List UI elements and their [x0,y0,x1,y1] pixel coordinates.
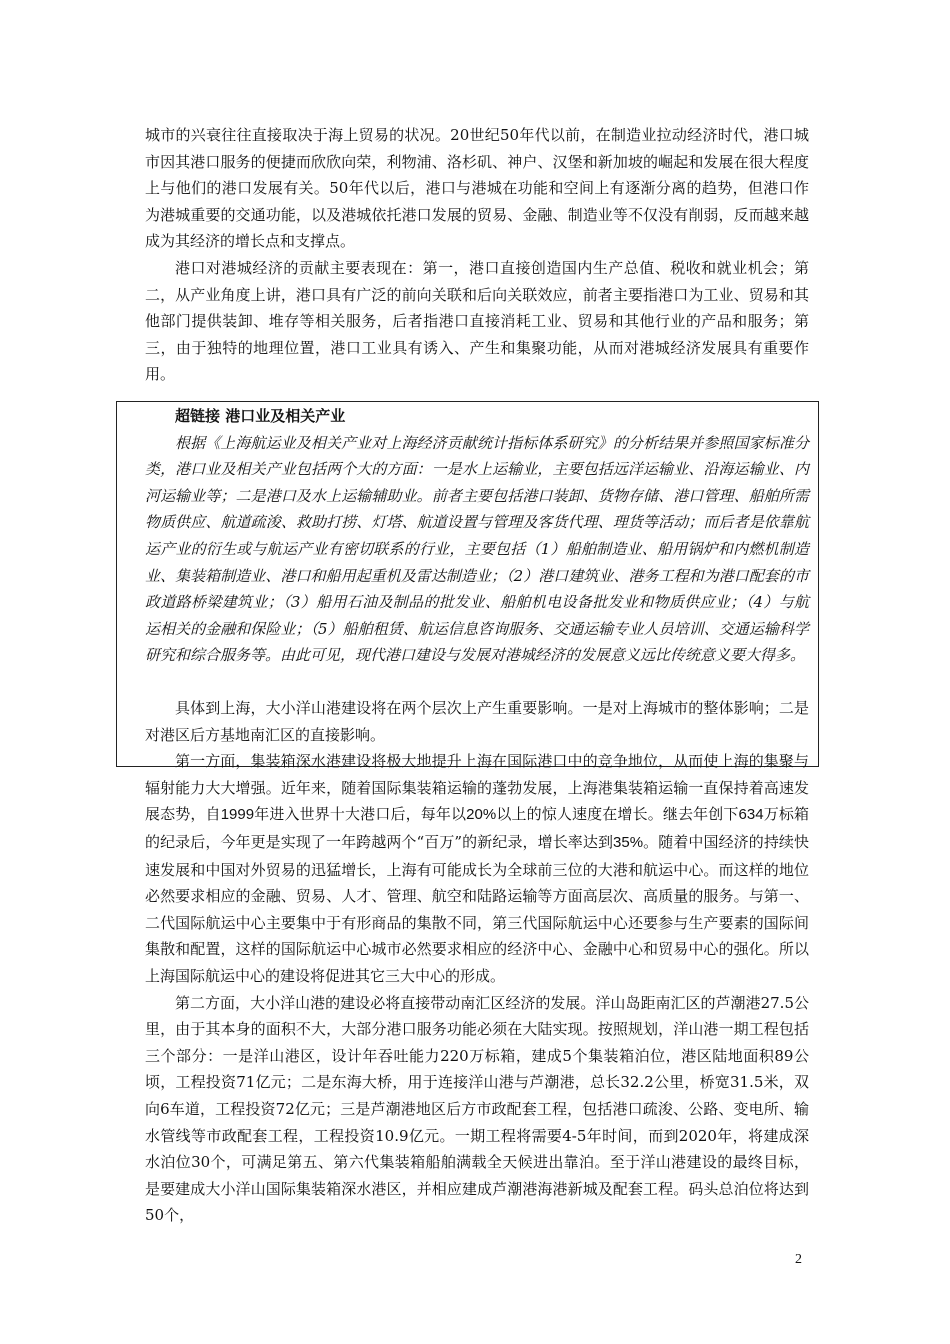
shanghai-paragraph-2 [145,748,809,989]
number-run: 35% [613,833,644,851]
page-number: 2 [795,1252,802,1267]
shanghai-paragraph-3: 第二方面，大小洋山港的建设必将直接带动南汇区经济的发展。洋山岛距南汇区的芦潮港27.5公里，由于其本身的面积不大，大部分港口服务功能必须在大陆实现。按照规划，洋山港一期工程包括三个部分：一是洋山港区，设计年吞吐能力220万标箱，建成5个集装箱泊位，港区陆地面积89公顷，工程投资71亿元；二是东海大桥，用于连接洋山港与芦潮港，总长32.2公里，桥宽31.5米，双向6车道，工程投资72亿元；三是芦潮港地区后方市政配套工程，包括港口疏浚、公路、变电所、输水管线等市政配套工程，工程投资10.9亿元。一期工程将需要4-5年时间，而到2020年，将建成深水泊位30个，可满足第五、第六代集装箱船舶满载全天候进出靠泊。至于洋山港建设的最终目标，是要建成大小洋山国际集装箱深水港区，并相应建成芦潮港海港新城及配套工程。码头总泊位将达到 50个， [145,993,809,1225]
text-run: 万标箱的纪录后，今年更是实现了一年跨越两个“百万”的新纪录，增长率达到 [145,805,809,851]
hyperlink-heading: 超链接 港口业及相关产业 [175,407,346,425]
number-run: 20% [466,806,497,824]
intro-paragraph-1: 城市的兴衰往往直接取决于海上贸易的状况。20世纪50年代以前，在制造业拉动经济时代，港口城市因其港口服务的便捷而欣欣向荣，利物浦、洛杉矶、神户、汉堡和新加坡的崛起和发展在很大程度上与他们的港口发展有关。50年代以后，港口与港城在功能和空间上有逐渐分离的趋势，但港口作为港城重要的交通功能，以及港城依托港口发展的贸易、金融、制造业等不仅没有削弱，反而越来越成为其经济的增长点和支撑点。 [145,126,809,251]
hyperlink-content [145,403,809,669]
text-run: 第一方面，集装箱深水港建设将极大地提升上海在国际港口中的竞争地位，从而使上海的集聚与辐射能力大大增强。近年来，随着国际集装箱运输的蓬勃发展，上海港集装箱运输一直保持着高速发展态势，自 [145,752,809,824]
intro-section [145,122,809,388]
text-run: 。随着中国经济的持续快速发展和中国对外贸易的迅猛增长，上海有可能成长为全球前三位的大港和航运中心。而这样的地位必然要求相应的金融、贸易、人才、管理、航空和陆路运输等方面高层次、高质量的服务。与第一、二代国际航运中心主要集中于有形商品的集散不同，第三代国际航运中心还要参与生产要素的国际间集散和配置，这样的国际航运中心城市必然要求相应的经济中心、金融中心和贸易中心的强化。所以上海国际航运中心的建设将促进其它三大中心的形成。 [145,832,809,985]
text-run: 年进入世界十大港口后，每年以 [254,805,467,824]
number-run: 1999 [220,806,255,824]
shanghai-section [145,695,809,1229]
number-run: 634 [738,806,764,824]
shanghai-paragraph-1: 具体到上海，大小洋山港建设将在两个层次上产生重要影响。一是对上海城市的整体影响；二是对港区后方基地南汇区的直接影响。 [145,699,809,744]
text-run: 以上的惊人速度在增长。继去年创下 [496,805,739,824]
hyperlink-body: 根据《上海航运业及相关产业对上海经济贡献统计指标体系研究》的分析结果并参照国家标准分类，港口业及相关产业包括两个大的方面：一是水上运输业，主要包括远洋运输业、沿海运输业、内河运输业等；二是港口及水上运输辅助业。前者主要包括港口装卸、货物存储、港口管理、船舶所需物质供应、航道疏浚、救助打捞、灯塔、航道设置与管理及客货代理、理货等活动；而后者是依靠航运产业的衍生或与航运产业有密切联系的行业，主要包括（1）船舶制造业、船用锅炉和内燃机制造业、集装箱制造业、港口和船用起重机及雷达制造业；（2）港口建筑业、港务工程和为港口配套的市政道路桥梁建筑业；（3）船用石油及制品的批发业、船舶机电设备批发业和物质供应业；（4）与航运相关的金融和保险业；（5）船舶租赁、航运信息咨询服务、交通运输专业人员培训、交通运输科学研究和综合服务等。由此可见，现代港口建设与发展对港城经济的发展意义远比传统意义要大得多。 [145,433,809,665]
intro-paragraph-2: 港口对港城经济的贡献主要表现在：第一，港口直接创造国内生产总值、税收和就业机会；第二，从产业角度上讲，港口具有广泛的前向关联和后向关联效应，前者主要指港口为工业、贸易和其他部门提供装卸、堆存等相关服务，后者指港口直接消耗工业、贸易和其他行业的产品和服务；第三，由于独特的地理位置，港口工业具有诱入、产生和集聚功能，从而对港城经济发展具有重要作用。 [145,258,809,384]
